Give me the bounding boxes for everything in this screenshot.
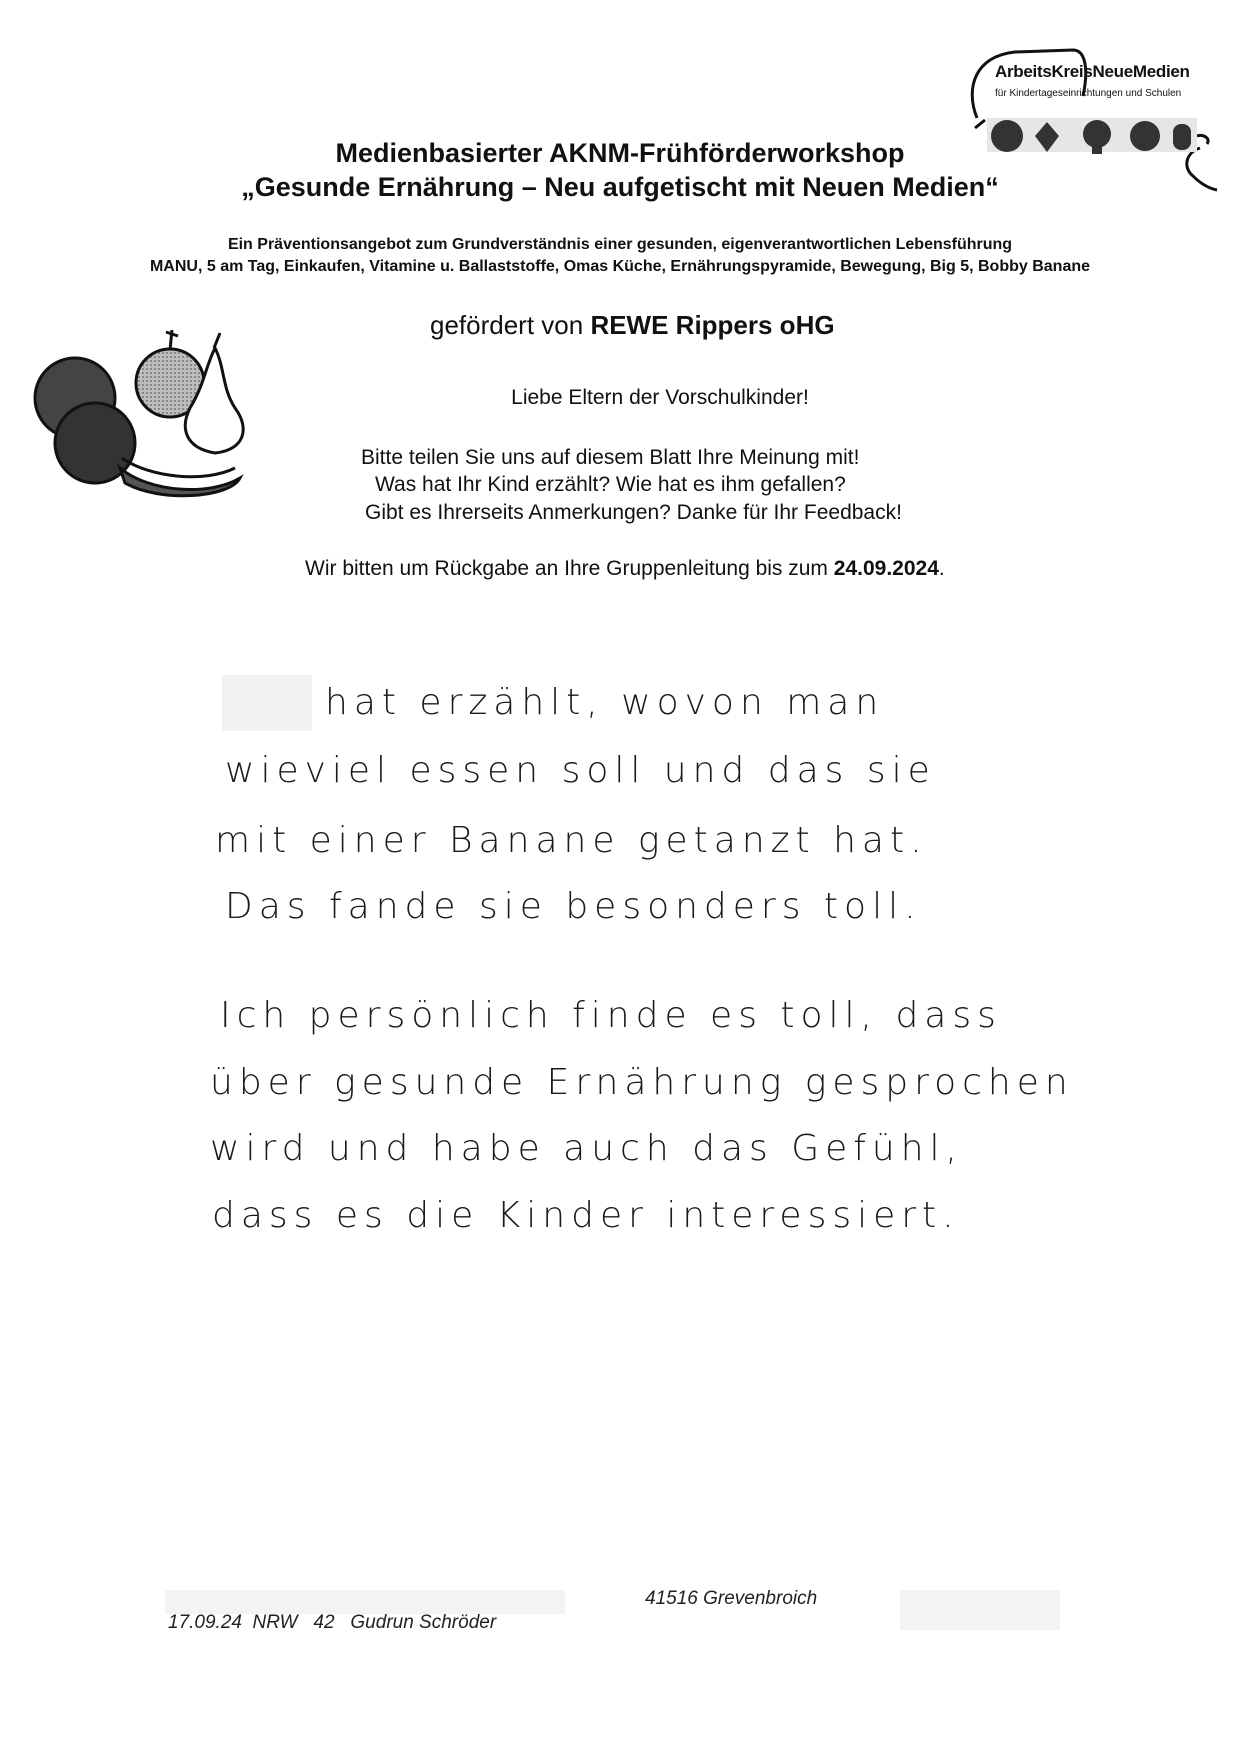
footer-number: 42 [313, 1612, 335, 1633]
feedback-line: wird und habe auch das Gefühl, [210, 1128, 963, 1169]
feedback-line: hat erzählt, wovon man [325, 682, 885, 723]
return-suffix: . [938, 557, 945, 580]
title-line-2: „Gesunde Ernährung – Neu aufgetischt mit Neuen Medien“ [241, 172, 999, 202]
request-line-2: Was hat Ihr Kind erzählt? Wie hat es ihm gefallen? [375, 473, 846, 496]
logo-subtitle: für Kindertageseinrichtungen und Schulen [995, 88, 1182, 99]
title-line-1: Medienbasierter AKNM-Frühförderworkshop [335, 138, 905, 168]
footer-meta [168, 1612, 496, 1634]
redacted-footer-right [900, 1590, 1060, 1630]
sponsor-prefix: gefördert von [430, 310, 591, 340]
feedback-line: dass es die Kinder interessiert. [212, 1195, 960, 1236]
return-text: Wir bitten um Rückgabe an Ihre Gruppenleitung bis zum [305, 557, 834, 580]
footer-region: NRW [252, 1612, 298, 1633]
feedback-line: über gesunde Ernährung gesprochen [210, 1062, 1074, 1103]
footer-name: Gudrun Schröder [350, 1612, 497, 1633]
feedback-line: mit einer Banane getanzt hat. [215, 820, 928, 861]
subtitle-line-1: Ein Präventionsangebot zum Grundverständnis einer gesunden, eigenverantwortlichen Lebensführung [227, 236, 1013, 253]
request-line-3: Gibt es Ihrerseits Anmerkungen? Danke für Ihr Feedback! [365, 501, 902, 524]
request-line-1: Bitte teilen Sie uns auf diesem Blatt Ihre Meinung mit! [361, 446, 860, 469]
redacted-footer-left [165, 1590, 565, 1614]
footer-city: 41516 Grevenbroich [645, 1588, 818, 1609]
redacted-child-name [222, 675, 312, 731]
sponsor-name: REWE Rippers oHG [590, 310, 835, 340]
feedback-line: Das fande sie besonders toll. [225, 886, 922, 927]
subtitle-line-2: MANU, 5 am Tag, Einkaufen, Vitamine u. Ballaststoffe, Omas Küche, Ernährungspyramide, Bewegung, Big 5, Bobby Banane [149, 258, 1091, 275]
footer-date: 17.09.24 [168, 1612, 242, 1633]
greeting: Liebe Eltern der Vorschulkinder! [511, 386, 809, 409]
return-date: 24.09.2024 [833, 557, 939, 580]
feedback-line: wieviel essen soll und das sie [225, 750, 936, 791]
feedback-line: Ich persönlich finde es toll, dass [220, 995, 1002, 1036]
return-deadline [305, 557, 945, 581]
fruit-illustration-icon [30, 328, 260, 508]
logo-title: ArbeitsKreisNeueMedien [995, 62, 1190, 81]
sponsor-line [430, 310, 835, 341]
